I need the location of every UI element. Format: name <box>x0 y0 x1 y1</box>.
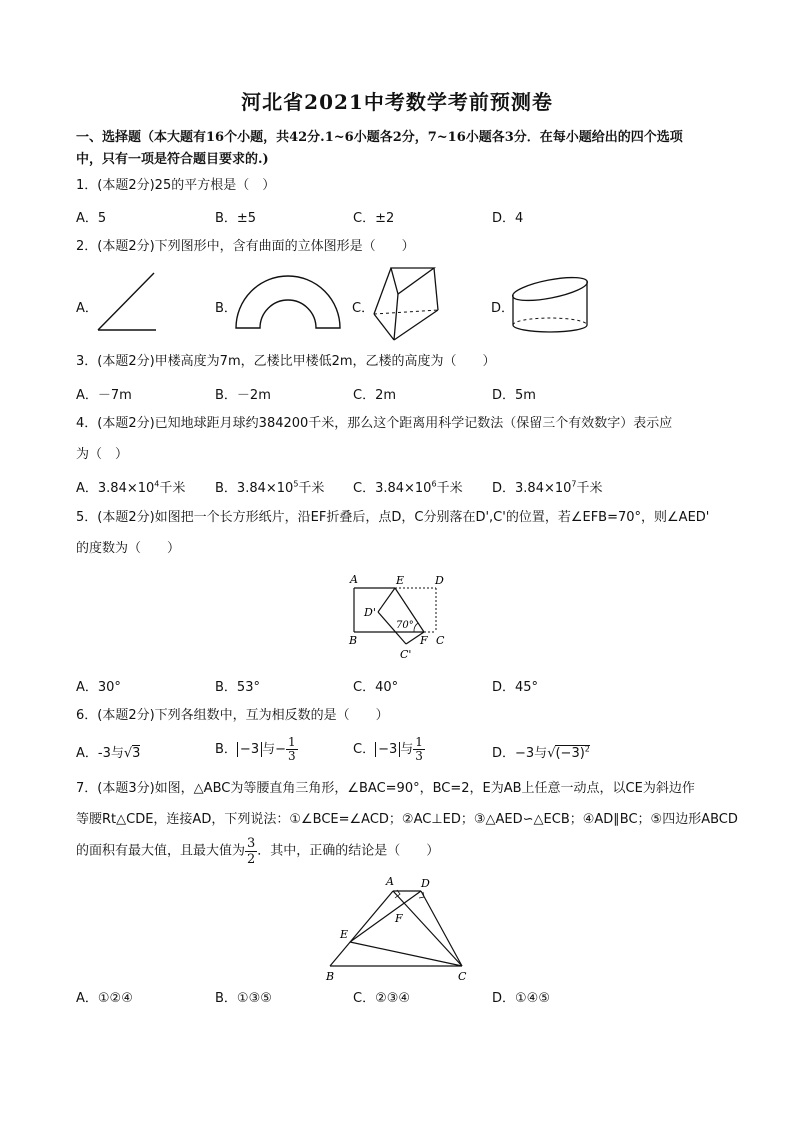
q5-option-d[interactable]: D．45° <box>492 680 539 695</box>
q7-label-a: A <box>386 875 394 888</box>
q2-option-d[interactable]: D． <box>491 301 515 316</box>
page-title: 河北省2021中考数学考前预测卷 <box>241 90 553 114</box>
q5-option-b[interactable]: B．53° <box>215 680 260 695</box>
q4-option-c[interactable]: C．$3.84\times 10^6$千米 <box>353 479 463 496</box>
q5-label-b: B <box>349 634 358 647</box>
question-6-stem: 6．(本题2分)下列各组数中，互为相反数的是（ ） <box>76 708 389 723</box>
q5-option-c[interactable]: C．40° <box>353 680 399 695</box>
q2-option-b[interactable]: B． <box>215 301 237 316</box>
q5-label-f: F <box>420 634 428 647</box>
question-7-stem-line-1: 7．(本题3分)如图，△ABC为等腰直角三角形，∠BAC=90°，BC=2，E为AB上任意一动点，以CE为斜边作 <box>76 781 695 796</box>
section-heading-line-1: 一、选择题（本大题有16个小题，共42分.1~6小题各2分，7~16小题各3分．在每小题给出的四个选项 <box>76 130 683 145</box>
q7-label-c: C <box>458 970 467 983</box>
q3-option-b[interactable]: B．－2m <box>215 388 271 403</box>
q1-option-d[interactable]: D．4 <box>492 211 524 226</box>
q7-option-d[interactable]: D．①④⑤ <box>492 991 550 1006</box>
q5-label-e: E <box>396 574 405 587</box>
q5-label-c: C <box>436 634 445 647</box>
q2-figure-line-segments <box>96 270 160 332</box>
question-3-options <box>76 384 726 406</box>
q6-option-d[interactable]: D．−3与$√(-3)^2$ <box>492 744 590 761</box>
question-5-stem-line-2: 的度数为（ ） <box>76 541 181 556</box>
q3-option-c[interactable]: C．2m <box>353 388 397 403</box>
q7-option-b[interactable]: B．①③⑤ <box>215 991 272 1006</box>
q2-option-c[interactable]: C． <box>352 301 375 316</box>
section-heading <box>76 127 726 171</box>
q2-figure-polyhedron <box>368 264 440 344</box>
q7-label-e: E <box>340 928 349 941</box>
q1-option-b[interactable]: B．±5 <box>215 211 257 226</box>
q1-option-c[interactable]: C．±2 <box>353 211 395 226</box>
q4-option-b[interactable]: B．$3.84\times 10^5$千米 <box>215 479 325 496</box>
question-1-options <box>76 207 726 229</box>
q6-option-c[interactable]: C． −3 与 $\frac{1}{3}$ <box>353 735 423 763</box>
q5-folding-diagram <box>340 570 456 662</box>
q5-label-d: D <box>435 574 444 587</box>
q2-figure-semi-annulus <box>234 272 342 330</box>
q7-label-d: D <box>421 877 430 890</box>
q5-label-a: A <box>350 573 358 586</box>
q4-option-a[interactable]: A．$3.84\times 10^4$千米 <box>76 479 186 496</box>
q1-option-a[interactable]: A．5 <box>76 211 107 226</box>
question-7-stem-line-3: 的面积有最大值，且最大值为 $\frac{3}{2}$ ．其中，正确的结论是（ ） <box>76 836 440 867</box>
q5-label-d-prime: D' <box>364 606 376 619</box>
question-5-options <box>76 676 726 698</box>
q2-figure-truncated-cylinder <box>510 272 590 334</box>
q7-label-b: B <box>326 970 335 983</box>
question-4-stem-line-2: 为（ ） <box>76 447 129 462</box>
question-5-stem-line-1: 5．(本题2分)如图把一个长方形纸片，沿EF折叠后，点D，C分别落在D',C'的位置，若∠EFB=70°，则∠AED' <box>76 510 710 525</box>
question-6-options <box>76 736 726 770</box>
q7-triangle-diagram <box>322 872 474 984</box>
q2-option-a[interactable]: A． <box>76 301 98 316</box>
question-1-stem: 1．(本题2分)25的平方根是（ ） <box>76 178 276 193</box>
q5-option-a[interactable]: A．30° <box>76 680 121 695</box>
q4-option-d[interactable]: D．$3.84\times 10^7$千米 <box>492 479 603 496</box>
question-4-options <box>76 477 726 499</box>
sqrt-icon: √ <box>123 746 133 761</box>
q7-option-a[interactable]: A．①②④ <box>76 991 133 1006</box>
section-heading-line-2: 中，只有一项是符合题目要求的.) <box>76 152 269 167</box>
sqrt-icon: √ <box>547 746 556 761</box>
q3-option-a[interactable]: A．－7m <box>76 388 132 403</box>
question-7-stem-line-2: 等腰Rt△CDE，连接AD，下列说法：①∠BCE=∠ACD；②AC⊥ED；③△AED∽△ECB；④AD∥BC；⑤四边形ABCD <box>76 812 738 827</box>
q7-option-c[interactable]: C．②③④ <box>353 991 411 1006</box>
question-7-options <box>76 987 726 1009</box>
q3-option-d[interactable]: D．5m <box>492 388 536 403</box>
question-3-stem: 3．(本题2分)甲楼高度为7m，乙楼比甲楼低2m，乙楼的高度为（ ） <box>76 354 496 369</box>
q7-label-f: F <box>395 912 403 925</box>
q5-label-c-prime: C' <box>400 648 412 661</box>
question-4-stem-line-1: 4．(本题2分)已知地球距月球约384200千米，那么这个距离用科学记数法（保留三个有效数字）表示应 <box>76 416 673 431</box>
q5-label-angle: 70° <box>396 620 414 631</box>
q6-option-a[interactable]: A．-3与√3 <box>76 746 141 761</box>
q6-option-b[interactable]: B． −3 与− $\frac{1}{3}$ <box>215 735 296 763</box>
question-2-stem: 2．(本题2分)下列图形中，含有曲面的立体图形是（ ） <box>76 239 415 254</box>
